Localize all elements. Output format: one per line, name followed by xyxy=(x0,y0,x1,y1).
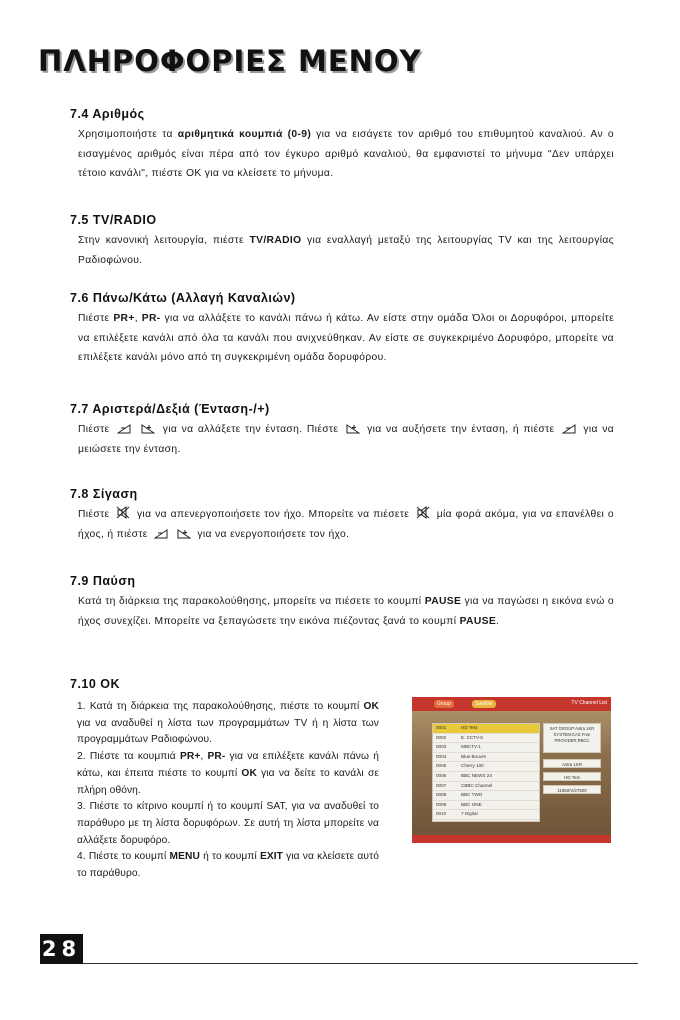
list-item: 3. Πιέστε το κίτρινο κουμπί ή το κουμπί SAT, για να αναδυθεί το παράθυρο με τη λίστα δορυφόρων. Σε αυτή τη λίστα μπορείτε να αλλάξετε δορυφόρο. xyxy=(77,801,379,846)
ok-instructions xyxy=(77,699,379,883)
channel-number: 0008 xyxy=(436,792,447,798)
channel-list xyxy=(432,723,540,822)
list-item: 4. Πιέστε το κουμπί MENU ή το κουμπί EXIT για να κλείσετε αυτό το παράθυρο. xyxy=(77,851,379,880)
section-7-9 xyxy=(70,574,614,631)
volume-up-icon xyxy=(177,529,191,539)
section-7-5 xyxy=(70,213,614,270)
section-heading: 7.8 Σίγαση xyxy=(70,487,138,501)
channel-pill: HD Test xyxy=(543,772,601,781)
channel-name: BBC NEWS 24 xyxy=(461,772,492,778)
table-row xyxy=(433,724,539,734)
section-heading: 7.10 OK xyxy=(70,677,121,691)
section-body: Στην κανονική λειτουργία, πιέστε TV/RADIO για εναλλαγή μεταξύ της λειτουργίας TV και της λειτουργίας Ραδιοφώνου. xyxy=(78,235,614,266)
table-row xyxy=(433,810,539,820)
page-number: 28 xyxy=(40,934,83,964)
section-7-6 xyxy=(70,291,614,368)
table-row xyxy=(433,772,539,782)
list-title: TV Channel List xyxy=(571,700,607,706)
info-line: SAT GROUP:Astra 1KR xyxy=(549,726,595,731)
table-row xyxy=(433,734,539,744)
table-row xyxy=(433,743,539,753)
channel-number: 0003 xyxy=(436,744,447,750)
section-heading: 7.7 Αριστερά/Δεξιά (Ένταση-/+) xyxy=(70,402,270,416)
channel-name: Cherry 100 xyxy=(461,763,484,769)
section-body: Πιέστε για να αλλάξετε την ένταση. Πιέστε για να αυξήσετε την ένταση, ή πιέστε για να μειώσετε την ένταση. xyxy=(78,424,614,455)
table-row xyxy=(433,753,539,763)
section-body: Πιέστε PR+, PR- για να αλλάξετε το κανάλι πάνω ή κάτω. Αν είστε στην ομάδα Όλοι οι Δορυφόροι, μπορείτε να επιλέξετε κανάλι από όλα τα κανάλι που ανιχνεύθηκαν. Αν είστε σε συγκεκριμένο Δορυφόρο, μπορείτε να επιλέξετε κανάλι μόνο από τη συγκεκριμένη ομάδα δορυφόρου. xyxy=(78,313,615,363)
channel-name: CBBC Channel xyxy=(461,782,493,788)
volume-up-icon xyxy=(346,424,360,434)
channel-number: 0001 xyxy=(436,725,447,730)
section-body: Κατά τη διάρκεια της παρακολούθησης, μπορείτε να πιέσετε το κουμπί PAUSE για να παγώσει η εικόνα ενώ ο ήχος συνεχίζει. Μπορείτε να ξεπαγώσετε την εικόνα πιέζοντας ξανά το κουμπί PAUSE. xyxy=(78,596,615,627)
volume-down-icon xyxy=(154,529,168,539)
section-body: Πιέστε για να απενεργοποιήσετε τον ήχο. Μπορείτε να πιέσετε μία φορά ακόμα, για να επανέλθει ο ήχος, ή πιέστε για να ενεργοποιήσετε τον ήχο. xyxy=(78,505,614,544)
section-7-7 xyxy=(70,402,614,459)
channel-list-screenshot xyxy=(412,697,611,843)
channel-name: 7 Digital xyxy=(461,811,478,817)
channel-name: BBC TWO xyxy=(461,792,483,798)
channel-name: BBC ONE xyxy=(461,801,482,807)
section-heading: 7.6 Πάνω/Κάτω (Αλλαγή Καναλιών) xyxy=(70,291,296,305)
channel-number: 0002 xyxy=(436,734,447,740)
channel-name: HD Test xyxy=(461,725,478,730)
table-row xyxy=(433,801,539,811)
section-heading: 7.4 Αριθμός xyxy=(70,107,145,121)
mute-icon xyxy=(416,506,430,519)
section-7-8 xyxy=(70,487,614,544)
table-row xyxy=(433,791,539,801)
channel-name: Blue Bouvre xyxy=(461,753,487,759)
info-line: PROVIDER:RBCC xyxy=(554,738,590,743)
channel-number: 0010 xyxy=(436,811,447,817)
section-7-4 xyxy=(70,107,614,184)
mute-icon xyxy=(116,506,130,519)
channel-number: 0007 xyxy=(436,782,447,788)
channel-number: 0006 xyxy=(436,772,447,778)
section-heading: 7.9 Παύση xyxy=(70,574,136,588)
channel-name: MBCTV-1 xyxy=(461,744,481,750)
channel-info-panel xyxy=(543,723,601,753)
channel-name: E. CCTV-5 xyxy=(461,734,483,740)
volume-down-icon xyxy=(117,424,131,434)
channel-number: 0009 xyxy=(436,801,447,807)
channel-number: 0005 xyxy=(436,763,447,769)
satellite-pill: Astra 1KR xyxy=(543,759,601,768)
list-item: 1. Κατά τη διάρκεια της παρακολούθησης, πιέστε το κουμπί OK για να αναδυθεί η λίστα των προγραμμάτων TV ή η λίστα των προγραμμάτων Ραδιοφώνου. xyxy=(77,701,379,746)
section-7-10 xyxy=(70,677,614,695)
frequency-pill: 11850/V/27500 xyxy=(543,785,601,794)
screenshot-bottom-bar xyxy=(412,835,611,843)
list-item: 2. Πιέστε τα κουμπιά PR+, PR- για να επιλέξετε κανάλι πάνω ή κάτω, και έπειτα πιέστε το κουμπί OK για να δείτε το κανάλι σε πλήρη οθόνη. xyxy=(77,751,379,796)
table-row xyxy=(433,782,539,792)
channel-number: 0004 xyxy=(436,753,447,759)
group-tab: Group xyxy=(434,700,454,708)
volume-down-icon xyxy=(562,424,576,434)
table-row xyxy=(433,762,539,772)
volume-up-icon xyxy=(141,424,155,434)
section-heading: 7.5 TV/RADIO xyxy=(70,213,157,227)
footer-rule xyxy=(83,963,638,964)
info-line: SYSTEM:CAS Free xyxy=(553,732,591,737)
satellite-tab: Satellite xyxy=(472,700,496,708)
section-body: Χρησιμοποιήστε τα αριθμητικά κουμπιά (0-9) για να εισάγετε τον αριθμό του επιθυμητού καναλιού. Αν ο εισαγμένος αριθμός είναι πέρα από τον έγκυρο αριθμό καναλιού, θα εμφανιστεί το μήνυμα "Δεν υπάρχει τέτοιο κανάλι", πιέστε OK για να κλείσετε το μήνυμα. xyxy=(78,129,614,179)
page-title: ΠΛΗΡΟΦΟΡΙΕΣ ΜΕΝΟΥ xyxy=(38,44,422,78)
